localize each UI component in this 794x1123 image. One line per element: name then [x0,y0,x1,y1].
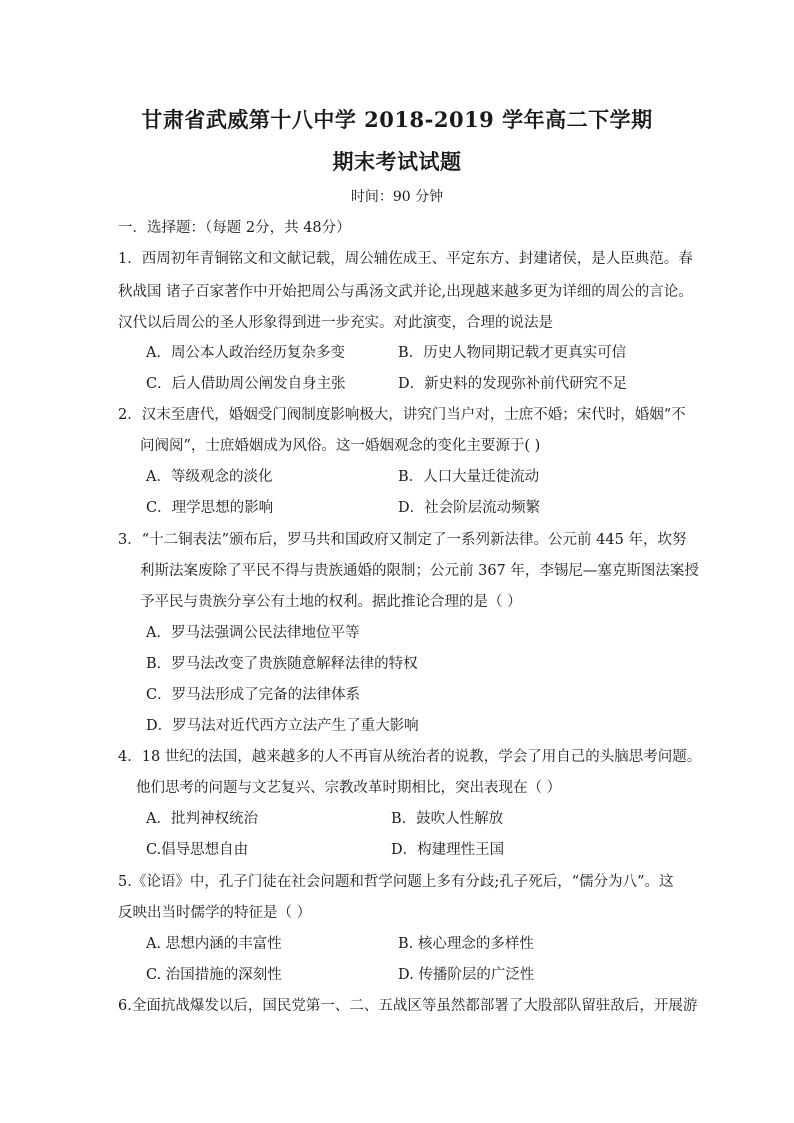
q4-option-a: A．批判神权统治 [146,811,258,827]
q4-stem-line1: 4．18 世纪的法国，越来越多的人不再盲从统治者的说教，学会了用自己的头脑思考问题。 [118,749,702,765]
q4-option-c: C.倡导思想自由 [146,842,249,858]
exam-time: 时间：90 分钟 [350,189,444,205]
q4-option-d: D．构建理性王国 [391,842,505,858]
q3-option-a: A．罗马法强调公民法律地位平等 [146,625,360,641]
q5-stem-line1: 5.《论语》中，孔子门徒在社会问题和哲学问题上多有分歧;孔子死后，“儒分为八”。这 [118,874,674,890]
q5-option-c: C. 治国措施的深刻性 [146,967,282,983]
q5-stem-line2: 反映出当时儒学的特征是（ ） [118,905,312,921]
q3-option-d: D．罗马法对近代西方立法产生了重大影响 [146,718,419,734]
q1-stem-line3: 汉代以后周公的圣人形象得到进一步充实。对此演变，合理的说法是 [118,315,553,331]
q2-option-b: B．人口大量迁徙流动 [398,469,540,485]
q4-option-b: B．鼓吹人性解放 [391,811,504,827]
exam-title-line1: 甘肃省武威第十八中学 2018-2019 学年高二下学期 [141,107,653,132]
q1-option-c: C．后人借助周公阐发自身主张 [146,376,346,392]
q3-stem-line3: 予平民与贵族分享公有土地的权利。据此推论合理的是（ ） [140,594,522,610]
q1-stem-line2: 秋战国 诸子百家著作中开始把周公与禹汤文武并论,出现越来越多更为详细的周公的言论。 [118,284,693,300]
q3-option-b: B．罗马法改变了贵族随意解释法律的特权 [146,656,418,672]
q1-option-d: D．新史料的发现弥补前代研究不足 [398,376,628,392]
q2-option-c: C．理学思想的影响 [146,500,274,516]
q5-option-b: B. 核心理念的多样性 [398,936,534,952]
q1-option-a: A．周公本人政治经历复杂多变 [146,345,345,361]
q2-stem-line1: 2．汉末至唐代，婚姻受门阀制度影响极大，讲究门当户对，士庶不婚；宋代时，婚姻“不 [118,407,686,423]
q2-stem-line2: 问阀阅”，士庶婚姻成为风俗。这一婚姻观念的变化主要源于( ) [140,438,541,454]
q3-option-c: C．罗马法形成了完备的法律体系 [146,687,361,703]
q6-stem-line1: 6.全面抗战爆发以后，国民党第一、二、五战区等虽然都部署了大股部队留驻敌后，开展游 [118,998,698,1014]
section-heading: 一．选择题：（每题 2分，共 48分） [118,220,351,236]
q2-option-d: D．社会阶层流动频繁 [398,500,541,516]
q5-option-d: D. 传播阶层的广泛性 [398,967,535,983]
q2-option-a: A．等级观念的淡化 [146,469,273,485]
exam-title-line2: 期末考试试题 [332,149,462,174]
q3-stem-line1: 3．“十二铜表法”颁布后，罗马共和国政府又制定了一系列新法律。公元前 445 年，坎努 [118,532,687,548]
q5-option-a: A. 思想内涵的丰富性 [146,936,282,952]
q3-stem-line2: 利斯法案废除了平民不得与贵族通婚的限制；公元前 367 年，李锡尼—塞克斯图法案授 [140,563,699,579]
q1-option-b: B．历史人物同期记载才更真实可信 [398,345,627,361]
q4-stem-line2: 他们思考的问题与文艺复兴、宗教改革时期相比，突出表现在（ ） [136,780,562,796]
q1-stem-line1: 1．西周初年青铜铭文和文献记载，周公辅佐成王、平定东方、封建诸侯，是人臣典范。春 [118,251,693,267]
